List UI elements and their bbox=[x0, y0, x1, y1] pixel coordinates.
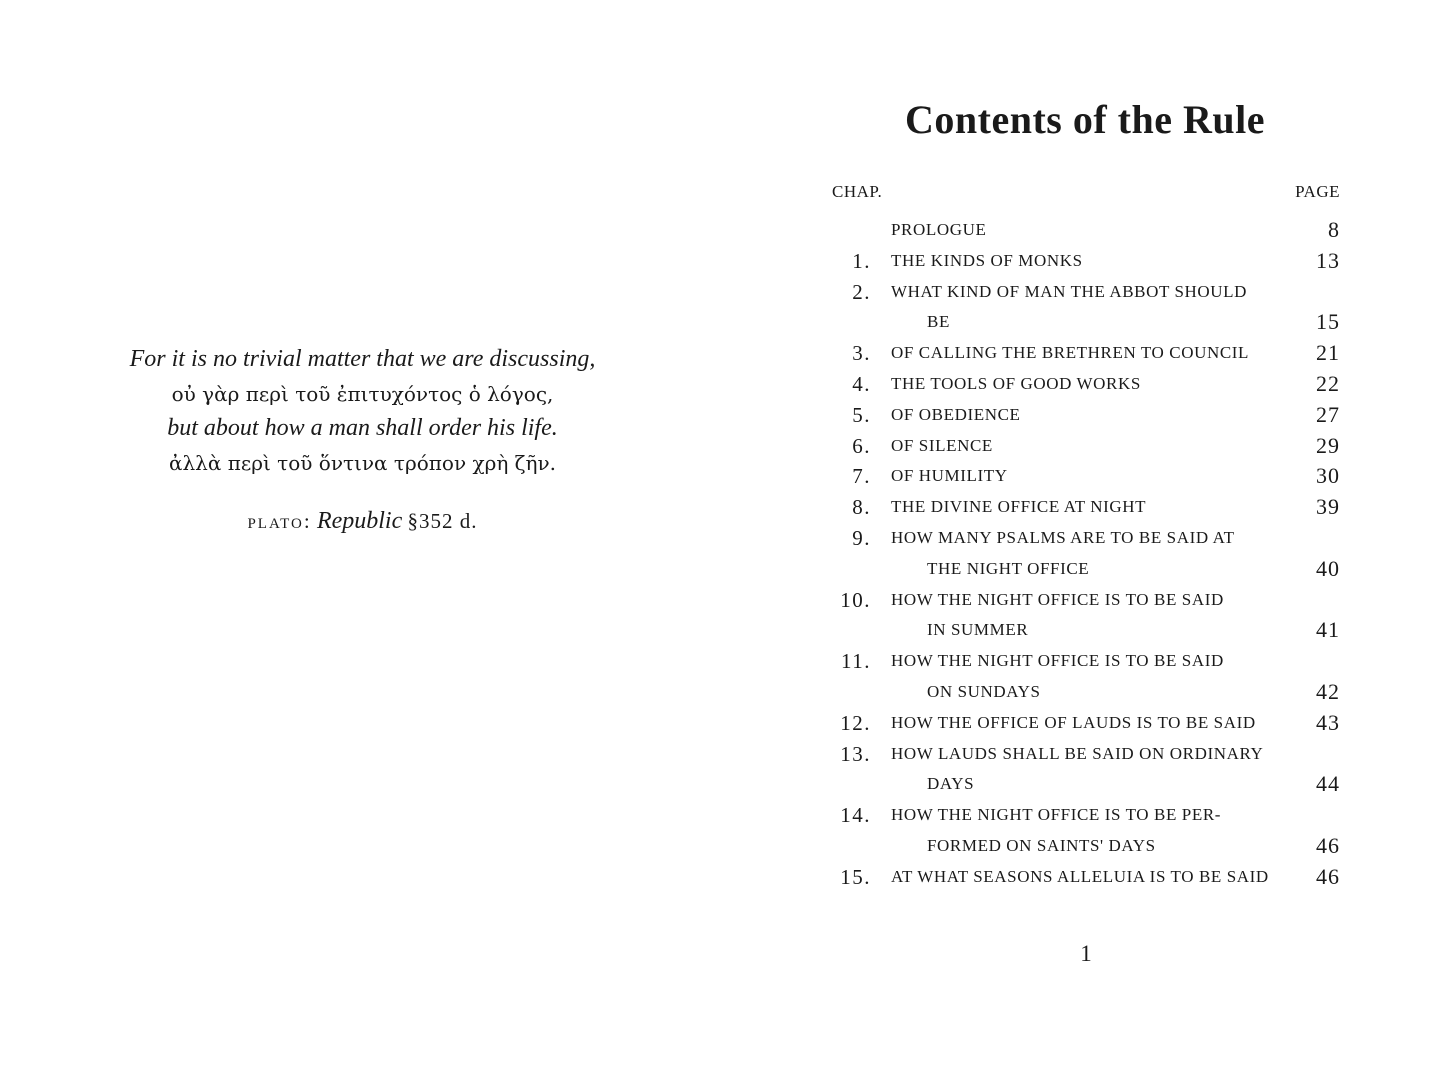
contents-entry[interactable] bbox=[830, 862, 1342, 893]
chapter-number: 4. bbox=[852, 371, 871, 396]
epigraph-attribution bbox=[110, 508, 615, 535]
chapter-title bbox=[872, 431, 1291, 462]
chapter-title-line: HOW MANY PSALMS ARE TO BE SAID AT bbox=[891, 527, 1235, 547]
epigraph-line-english-1: For it is no trivial matter that we are discussing, bbox=[129, 346, 596, 372]
chapter-title-line: THE TOOLS OF GOOD WORKS bbox=[891, 373, 1141, 393]
contents-entry[interactable] bbox=[830, 585, 1342, 647]
chapter-title-continuation: THE NIGHT OFFICE bbox=[927, 558, 1090, 578]
chapter-page-number: 8 bbox=[1328, 217, 1340, 242]
epigraph bbox=[110, 342, 615, 535]
contents-entry[interactable] bbox=[830, 277, 1342, 339]
chapter-title-line: HOW THE NIGHT OFFICE IS TO BE PER- bbox=[891, 805, 1222, 825]
chapter-number: 12. bbox=[840, 710, 871, 735]
chapter-page-number: 22 bbox=[1316, 370, 1340, 396]
chapter-title-continuation: IN SUMMER bbox=[927, 620, 1029, 640]
chapter-number: 5. bbox=[852, 402, 871, 427]
attribution-author: plato: bbox=[247, 509, 312, 533]
chapter-title bbox=[872, 800, 1291, 862]
chapter-title-continuation: FORMED ON SAINTS' DAYS bbox=[927, 835, 1156, 855]
attribution-reference: §352 d. bbox=[407, 509, 478, 533]
page-column-header: PAGE bbox=[1295, 182, 1340, 201]
contents-title: Contents of the Rule bbox=[905, 97, 1265, 142]
chapter-title-line: HOW THE NIGHT OFFICE IS TO BE SAID bbox=[891, 651, 1224, 671]
contents-entry[interactable] bbox=[830, 400, 1342, 431]
chapter-number: 7. bbox=[852, 464, 871, 489]
chapter-number: 10. bbox=[840, 587, 871, 612]
chapter-number: 1. bbox=[852, 248, 871, 273]
chapter-page-number: 42 bbox=[1316, 678, 1340, 704]
chapter-title-line: THE DIVINE OFFICE AT NIGHT bbox=[891, 497, 1147, 517]
epigraph-line-greek-1: οὐ γὰρ περὶ τοῦ ἐπιτυχόντος ὁ λόγος, bbox=[171, 381, 554, 406]
chapter-title-line: WHAT KIND OF MAN THE ABBOT SHOULD bbox=[891, 281, 1248, 301]
chapter-page-number: 13 bbox=[1316, 247, 1340, 273]
chapter-page-number: 27 bbox=[1316, 401, 1340, 427]
contents-entry[interactable] bbox=[830, 338, 1342, 369]
attribution-work: Republic bbox=[316, 508, 403, 534]
chapter-title-line: AT WHAT SEASONS ALLELUIA IS TO BE SAID bbox=[891, 866, 1269, 886]
chapter-title-line: OF HUMILITY bbox=[891, 466, 1008, 486]
chapter-number: 11. bbox=[841, 649, 871, 674]
chapter-number: 13. bbox=[840, 741, 871, 766]
contents-entry[interactable] bbox=[830, 492, 1342, 523]
contents-entry[interactable] bbox=[830, 215, 1342, 246]
chapter-title bbox=[872, 277, 1291, 339]
contents-entry[interactable] bbox=[830, 708, 1342, 739]
chapter-page-number: 29 bbox=[1316, 432, 1340, 458]
chapter-page-number: 46 bbox=[1316, 863, 1340, 889]
chapter-title-continuation: ON SUNDAYS bbox=[927, 681, 1041, 701]
chapter-title-continuation: BE bbox=[927, 312, 950, 332]
chapter-page-number: 39 bbox=[1316, 494, 1340, 520]
chapter-title-line: OF SILENCE bbox=[891, 435, 993, 455]
chapter-number: 2. bbox=[852, 279, 871, 304]
page-number: 1 bbox=[1080, 941, 1092, 966]
chapter-title-line: HOW THE NIGHT OFFICE IS TO BE SAID bbox=[891, 589, 1224, 609]
chapter-title bbox=[872, 400, 1291, 431]
chapter-title bbox=[872, 739, 1291, 801]
chapter-title-line: PROLOGUE bbox=[891, 220, 987, 239]
chapter-page-number: 46 bbox=[1316, 832, 1340, 858]
chapter-title bbox=[872, 215, 1291, 246]
chapter-number bbox=[830, 215, 872, 246]
epigraph-line-english-2: but about how a man shall order his life. bbox=[167, 415, 558, 441]
contents-entry[interactable] bbox=[830, 523, 1342, 585]
chapter-number: 14. bbox=[840, 803, 871, 828]
chap-column-header: CHAP. bbox=[832, 182, 883, 201]
chapter-number: 3. bbox=[852, 341, 871, 366]
chapter-title bbox=[872, 492, 1291, 523]
chapter-title-line: OF OBEDIENCE bbox=[891, 404, 1021, 424]
contents-list bbox=[830, 215, 1342, 893]
chapter-title bbox=[872, 246, 1291, 277]
contents-entry[interactable] bbox=[830, 246, 1342, 277]
chapter-title bbox=[872, 523, 1291, 585]
chapter-title bbox=[872, 461, 1291, 492]
contents-entry[interactable] bbox=[830, 369, 1342, 400]
contents-entry[interactable] bbox=[830, 646, 1342, 708]
chapter-title bbox=[872, 708, 1291, 739]
chapter-title bbox=[872, 338, 1291, 369]
chapter-number: 9. bbox=[852, 525, 871, 550]
chapter-page-number: 21 bbox=[1316, 340, 1340, 366]
chapter-title-line: HOW LAUDS SHALL BE SAID ON ORDINARY bbox=[891, 743, 1264, 763]
chapter-number: 8. bbox=[852, 495, 871, 520]
chapter-page-number: 40 bbox=[1316, 555, 1340, 581]
chapter-page-number: 44 bbox=[1316, 771, 1340, 797]
chapter-page-number: 15 bbox=[1316, 309, 1340, 335]
contents-entry[interactable] bbox=[830, 431, 1342, 462]
chapter-number: 6. bbox=[852, 433, 871, 458]
chapter-page-number: 30 bbox=[1316, 463, 1340, 489]
chapter-page-number: 43 bbox=[1316, 709, 1340, 735]
contents-entry[interactable] bbox=[830, 800, 1342, 862]
chapter-title-line: THE KINDS OF MONKS bbox=[891, 250, 1083, 270]
chapter-title bbox=[872, 862, 1291, 893]
chapter-page-number: 41 bbox=[1316, 617, 1340, 643]
chapter-number: 15. bbox=[840, 864, 871, 889]
epigraph-line-greek-2: ἀλλὰ περὶ τοῦ ὅντινα τρόπον χρὴ ζῆν. bbox=[168, 450, 557, 475]
chapter-title-line: HOW THE OFFICE OF LAUDS IS TO BE SAID bbox=[891, 712, 1256, 732]
chapter-title bbox=[872, 585, 1291, 647]
contents-entry[interactable] bbox=[830, 461, 1342, 492]
chapter-title bbox=[872, 646, 1291, 708]
chapter-title bbox=[872, 369, 1291, 400]
contents-entry[interactable] bbox=[830, 739, 1342, 801]
chapter-title-line: OF CALLING THE BRETHREN TO COUNCIL bbox=[891, 343, 1250, 363]
chapter-title-continuation: DAYS bbox=[927, 774, 975, 794]
